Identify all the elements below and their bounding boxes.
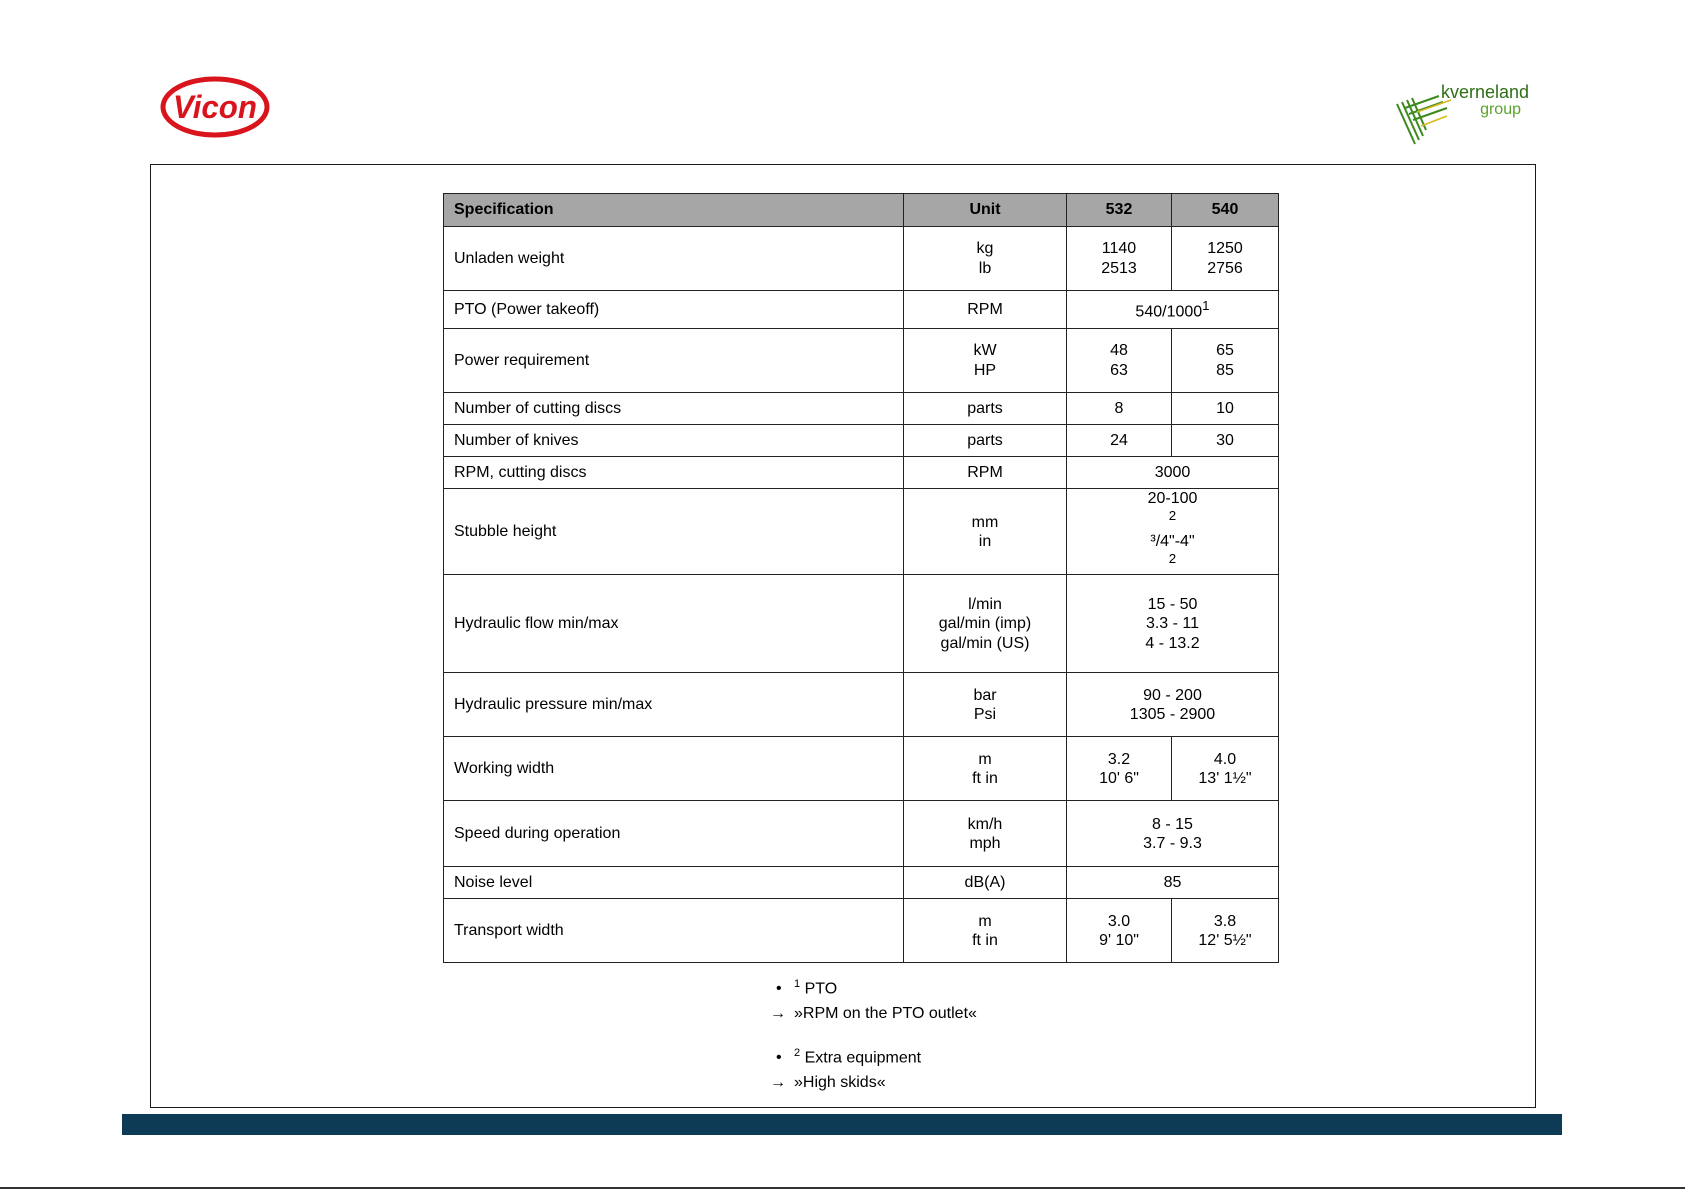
unit-value: m [978,750,992,768]
value: ³/4"-4" [1150,532,1195,550]
header-model-540: 540 [1172,194,1279,227]
table-row [444,867,1279,899]
unit-value: parts [904,425,1067,457]
row-label: Number of knives [444,425,904,457]
unit-cell [904,737,1067,801]
bullet-icon: • [776,1049,782,1067]
value-cell-532 [1067,227,1172,291]
footnote-title-line [770,1045,977,1071]
value: 20-100 [1147,490,1198,507]
row-label: Power requirement [444,329,904,393]
row-label: Unladen weight [444,227,904,291]
unit-value: gal/min (imp) [938,615,1032,633]
value: 3.7 - 9.3 [1143,834,1202,852]
row-label: Speed during operation [444,801,904,867]
vicon-logo-text: Vicon [173,89,257,125]
value: 4.0 [1213,750,1237,768]
kverneland-logo-line1: kverneland [1441,82,1530,102]
arrow-icon: → [770,1005,786,1023]
value: 3.0 [1107,912,1131,930]
footnote-detail: »RPM on the PTO outlet« [794,1005,977,1023]
value: 2756 [1207,259,1243,277]
footnote-title-line [770,976,977,1002]
value: 12' 5½" [1198,931,1252,949]
header-specification: Specification [444,194,904,227]
unit-value: gal/min (US) [940,634,1030,652]
unit-value: RPM [904,457,1067,489]
unit-cell [904,673,1067,737]
value-cell-540 [1172,227,1279,291]
unit-cell [904,227,1067,291]
value-cell-shared [1067,489,1279,575]
unit-value: bar [973,686,997,704]
footnote-2 [770,1045,977,1096]
footnote-title: PTO [804,980,838,998]
value: 1250 [1207,240,1243,258]
value: 63 [1110,361,1128,379]
footnote-detail-line [770,1002,977,1027]
value-cell-shared [1067,291,1279,329]
table-row [444,425,1279,457]
value: 10' 6" [1099,769,1139,787]
footnote-1 [770,976,977,1027]
value: 2513 [1101,259,1137,277]
unit-cell [904,489,1067,575]
unit-value: lb [978,259,992,277]
value-line [1150,532,1194,575]
unit-value: m [978,912,992,930]
unit-value: ft in [972,769,998,787]
value: 90 - 200 [1143,686,1202,704]
value-line [1148,489,1198,532]
unit-value: kW [973,342,997,360]
kverneland-group-logo [1395,82,1530,146]
value-cell-540 [1172,899,1279,963]
value-cell-532 [1067,737,1172,801]
value: 65 [1216,342,1234,360]
value-cell-540 [1172,329,1279,393]
row-label: Working width [444,737,904,801]
kverneland-logo-line2: group [1480,101,1521,118]
row-label: Transport width [444,899,904,963]
unit-cell [904,801,1067,867]
footnote-detail-line [770,1071,977,1096]
row-label: PTO (Power takeoff) [444,291,904,329]
unit-cell [904,575,1067,673]
footnotes [770,976,977,1114]
value: 9' 10" [1099,931,1139,949]
footnote-ref: 2 [1168,550,1177,566]
table-row [444,737,1279,801]
table-row [444,457,1279,489]
value-cell-532 [1067,329,1172,393]
row-label: Hydraulic pressure min/max [444,673,904,737]
footer-bar [122,1114,1562,1135]
row-label: Hydraulic flow min/max [444,575,904,673]
bottom-divider [0,1187,1685,1189]
unit-value: HP [973,361,997,379]
specification-table [443,193,1279,963]
value-shared: 3000 [1067,457,1279,489]
value-cell-shared [1067,575,1279,673]
row-label: Noise level [444,867,904,899]
unit-cell [904,329,1067,393]
value-540: 10 [1172,393,1279,425]
row-label: Number of cutting discs [444,393,904,425]
table-row [444,673,1279,737]
unit-value: in [978,532,992,550]
table-row [444,329,1279,393]
vicon-logo [160,76,270,138]
table-row [444,291,1279,329]
unit-value: Psi [973,705,997,723]
unit-cell [904,899,1067,963]
value: 1140 [1101,240,1137,258]
unit-value: l/min [968,596,1002,614]
value-532: 8 [1067,393,1172,425]
value-532: 24 [1067,425,1172,457]
footnote-ref: 2 [1168,508,1177,524]
footnote-title: Extra equipment [804,1049,922,1067]
value: 4 - 13.2 [1145,634,1200,652]
unit-value: mph [969,834,1001,852]
value: 15 - 50 [1147,596,1198,614]
value-cell-shared [1067,801,1279,867]
unit-value: mm [971,513,999,531]
unit-value: parts [904,393,1067,425]
footnote-detail: »High skids« [794,1074,886,1092]
value-cell-532 [1067,899,1172,963]
value: 8 - 15 [1152,815,1193,833]
value-shared: 85 [1067,867,1279,899]
value: 540/1000 [1135,303,1203,321]
value: 48 [1110,342,1128,360]
footnote-number: 2 [794,1046,801,1059]
header-unit: Unit [904,194,1067,227]
header-model-532: 532 [1067,194,1172,227]
row-label: Stubble height [444,489,904,575]
table-header-row [444,194,1279,227]
value: 3.3 - 11 [1145,615,1200,633]
value-540: 30 [1172,425,1279,457]
table-row [444,227,1279,291]
unit-value: RPM [904,291,1067,329]
value-cell-540 [1172,737,1279,801]
value: 3.2 [1107,750,1131,768]
arrow-icon: → [770,1074,786,1092]
row-label: RPM, cutting discs [444,457,904,489]
unit-value: km/h [967,815,1003,833]
value: 85 [1216,361,1234,379]
value: 13' 1½" [1198,769,1252,787]
footnote-ref: 1 [1202,297,1210,313]
value: 3.8 [1213,912,1237,930]
value-cell-shared [1067,673,1279,737]
table-row [444,393,1279,425]
unit-value: ft in [972,931,998,949]
table-row [444,489,1279,575]
footnote-number: 1 [794,978,801,990]
unit-value: kg [976,240,994,258]
value: 1305 - 2900 [1129,705,1216,723]
bullet-icon: • [776,980,782,998]
unit-value: dB(A) [904,867,1067,899]
table-row [444,575,1279,673]
table-row [444,899,1279,963]
table-row [444,801,1279,867]
